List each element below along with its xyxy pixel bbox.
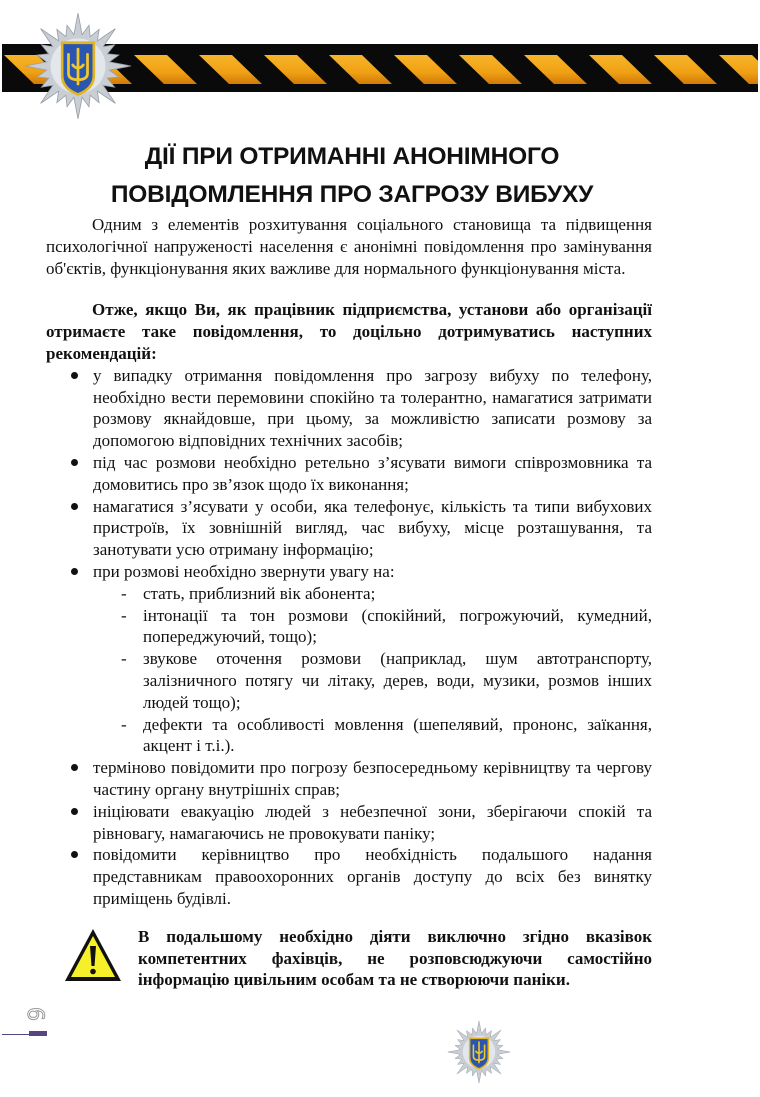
list-item — [46, 452, 652, 496]
title-line-2: ПОВІДОМЛЕННЯ ПРО ЗАГРОЗУ ВИБУХУ — [110, 181, 594, 208]
hazard-stripe — [654, 55, 717, 84]
sublist-wrapper — [46, 583, 652, 757]
bullet-icon — [71, 372, 78, 379]
warning-block — [62, 926, 652, 991]
list-item-text: у випадку отримання повідомлення про загрозу вибуху по телефону, необхідно вести перемовини спокійно та толерантно, намагатися затримати розмову якнайдовше, при цьому, за можливістю записати розмову за допомогою відповідних технічних засобів; — [93, 365, 652, 451]
lead-paragraph — [46, 299, 652, 364]
police-emblem-bottom — [446, 1019, 512, 1085]
dash-marker: - — [121, 583, 127, 603]
sublist-item — [121, 648, 652, 713]
sublist-item — [121, 583, 652, 605]
list-item-text: ініціювати евакуацію людей з небезпечної зони, зберігаючи спокій та рівновагу, намагаючись не провокувати паніку; — [93, 801, 652, 843]
recommendations-list — [46, 365, 652, 910]
hazard-stripe — [719, 55, 758, 84]
list-item — [46, 844, 652, 909]
police-star-trident-icon — [446, 1019, 512, 1085]
page-footer — [0, 997, 760, 1097]
exclamation-dot — [90, 968, 96, 974]
intro-paragraph — [46, 214, 652, 279]
sublist-item-text: дефекти та особливості мовлення (шепелявий, прононс, заїкання, акцент і т.і.). — [143, 714, 652, 756]
warning-text: В подальшому необхідно діяти виключно згідно вказівок компетентних фахівців, не розповсюджуючи самостійно інформацію цивільним особам та не створюючи паніки. — [138, 926, 652, 990]
sublist-item-text: звукове оточення розмови (наприклад, шум автотранспорту, залізничного потягу чи літаку, дерев, води, музики, розмов інших людей тощо); — [143, 649, 652, 712]
attention-sublist — [46, 583, 652, 757]
page-number: 6 — [22, 1007, 47, 1022]
list-item-text: повідомити керівництво про необхідність подальшого надання представникам правоохоронних органів доступу до всіх без винятку приміщень будівлі. — [93, 845, 652, 908]
intro-text: Одним з елементів розхитування соціального становища та підвищення психологічної напруженості населення є анонімні повідомлення про замінування об'єктів, функціонування яких важливе для нормального функціонування міста. — [46, 215, 652, 278]
bullet-icon — [71, 503, 78, 510]
dash-marker: - — [121, 714, 127, 734]
warning-sign — [62, 926, 124, 984]
title-line-1: ДІЇ ПРИ ОТРИМАННІ АНОНІМНОГО — [144, 143, 560, 170]
page-rule-line — [2, 1034, 30, 1035]
bullet-icon — [71, 808, 78, 815]
dash-marker: - — [121, 649, 127, 669]
bullet-icon — [71, 459, 78, 466]
sublist-item — [121, 714, 652, 758]
list-item-text: терміново повідомити про погрозу безпосередньому керівництву та чергову частину органу внутрішніх справ; — [93, 758, 652, 799]
list-item — [46, 801, 652, 845]
list-item — [46, 561, 652, 757]
page-rule-accent — [29, 1031, 47, 1036]
bullet-icon — [71, 764, 78, 771]
sublist-item-text: стать, приблизний вік абонента; — [143, 583, 376, 603]
sublist-item-text: інтонації та тон розмови (спокійний, погрожуючий, кумедний, попереджуючий, тощо); — [143, 605, 652, 647]
list-item — [46, 757, 652, 801]
list-item-text: під час розмови необхідно ретельно з’ясувати вимоги співрозмовника та домовитись про зв’язок щодо їх виконання; — [93, 452, 652, 494]
page-title — [32, 138, 672, 214]
dash-marker: - — [121, 605, 127, 625]
sublist-item — [121, 605, 652, 649]
lead-text: Отже, якщо Ви, як працівник підприємства, установи або організації отримаєте таке повідомлення, то доцільно дотримуватись наступних рекомендацій: — [46, 300, 652, 363]
bullet-icon — [71, 851, 78, 858]
list-item-text: при розмові необхідно звернути увагу на: — [93, 561, 395, 581]
bullet-icon — [71, 568, 78, 575]
list-item — [46, 496, 652, 561]
list-item-text: намагатися з’ясувати у особи, яка телефонує, кількість та типи вибухових пристроїв, їх зовнішній вигляд, час вибуху, місце розташування, та занотувати усю отриману інформацію; — [93, 496, 652, 560]
list-item — [46, 365, 652, 452]
warning-triangle-icon — [62, 926, 124, 984]
content-column — [46, 0, 652, 991]
